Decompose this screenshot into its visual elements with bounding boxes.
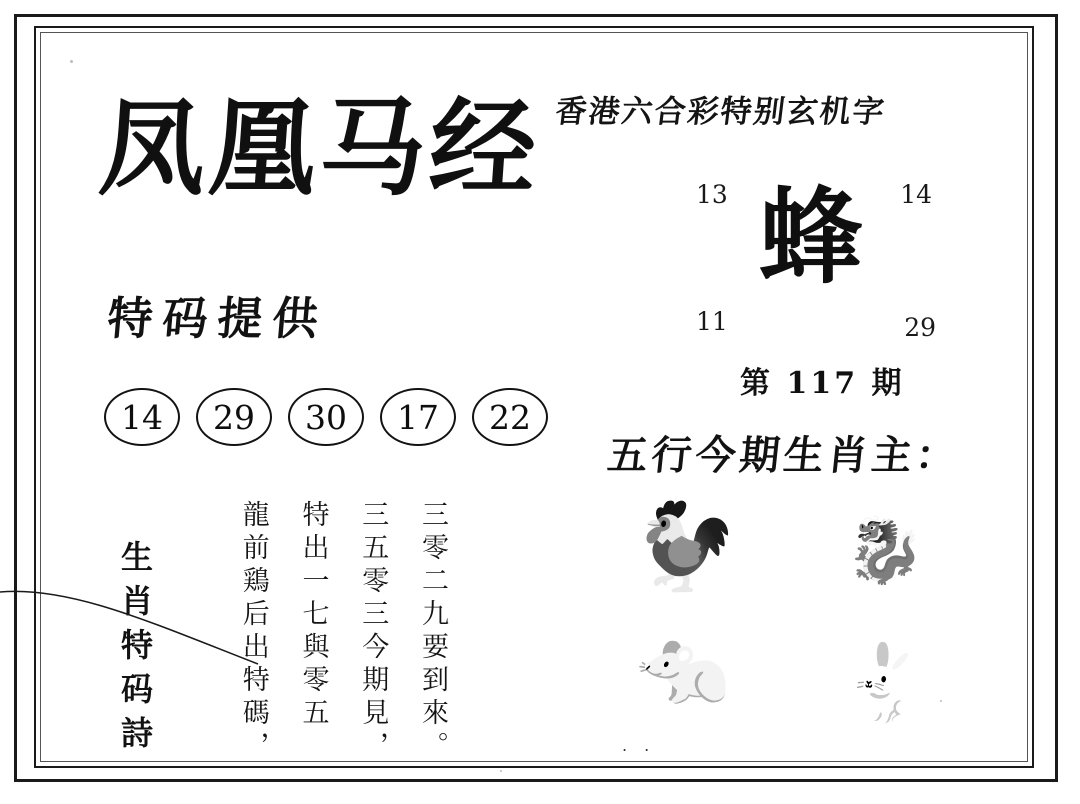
zodiac-section-title: 五行今期生肖主： xyxy=(605,432,963,479)
poem-column: 三五零三今期見， xyxy=(357,500,389,764)
lucky-number-row xyxy=(104,388,548,446)
zodiac-cell-dragon xyxy=(810,492,960,610)
rooster-icon: 🐓 xyxy=(631,497,739,597)
number-ball: 14 xyxy=(104,388,180,446)
poem-column: 三零二九要到來。 xyxy=(417,500,448,764)
zodiac-cell-rooster xyxy=(610,488,760,606)
riddle-corner-bottom-left: 11 xyxy=(696,307,728,336)
number-ball: 30 xyxy=(288,388,364,446)
scan-speckle xyxy=(500,770,502,772)
top-caption: 香港六合彩特别玄机字 xyxy=(553,94,888,130)
zodiac-illustration-grid xyxy=(600,488,1000,736)
riddle-corner-top-left: 13 xyxy=(696,180,728,209)
issue-number: 第 117 期 xyxy=(740,366,905,401)
poem-column: 特出一七與零五 xyxy=(297,500,329,731)
zodiac-cell-rabbit xyxy=(814,624,964,742)
rabbit-icon: 🐇 xyxy=(842,640,936,726)
fortune-poem xyxy=(236,500,449,764)
dragon-icon: 🐉 xyxy=(845,514,925,588)
footer-dots: . . xyxy=(622,736,656,755)
riddle-character: 蜂 xyxy=(758,175,865,298)
riddle-character-box xyxy=(688,172,936,342)
poem-label: 生肖特码詩 xyxy=(116,540,154,760)
scan-speckle xyxy=(70,60,73,63)
subtitle: 特码提供 xyxy=(105,292,330,345)
rat-icon: 🐀 xyxy=(635,623,743,723)
riddle-corner-top-right: 14 xyxy=(900,180,932,209)
number-ball: 22 xyxy=(472,388,548,446)
poem-column: 龍前鶏后出特碼， xyxy=(237,500,269,764)
riddle-corner-bottom-right: 29 xyxy=(904,313,936,342)
number-ball: 17 xyxy=(380,388,456,446)
number-ball: 29 xyxy=(196,388,272,446)
scan-speckle xyxy=(940,700,942,702)
masthead-title: 凤凰马经 xyxy=(95,85,545,210)
zodiac-cell-rat xyxy=(614,614,764,732)
